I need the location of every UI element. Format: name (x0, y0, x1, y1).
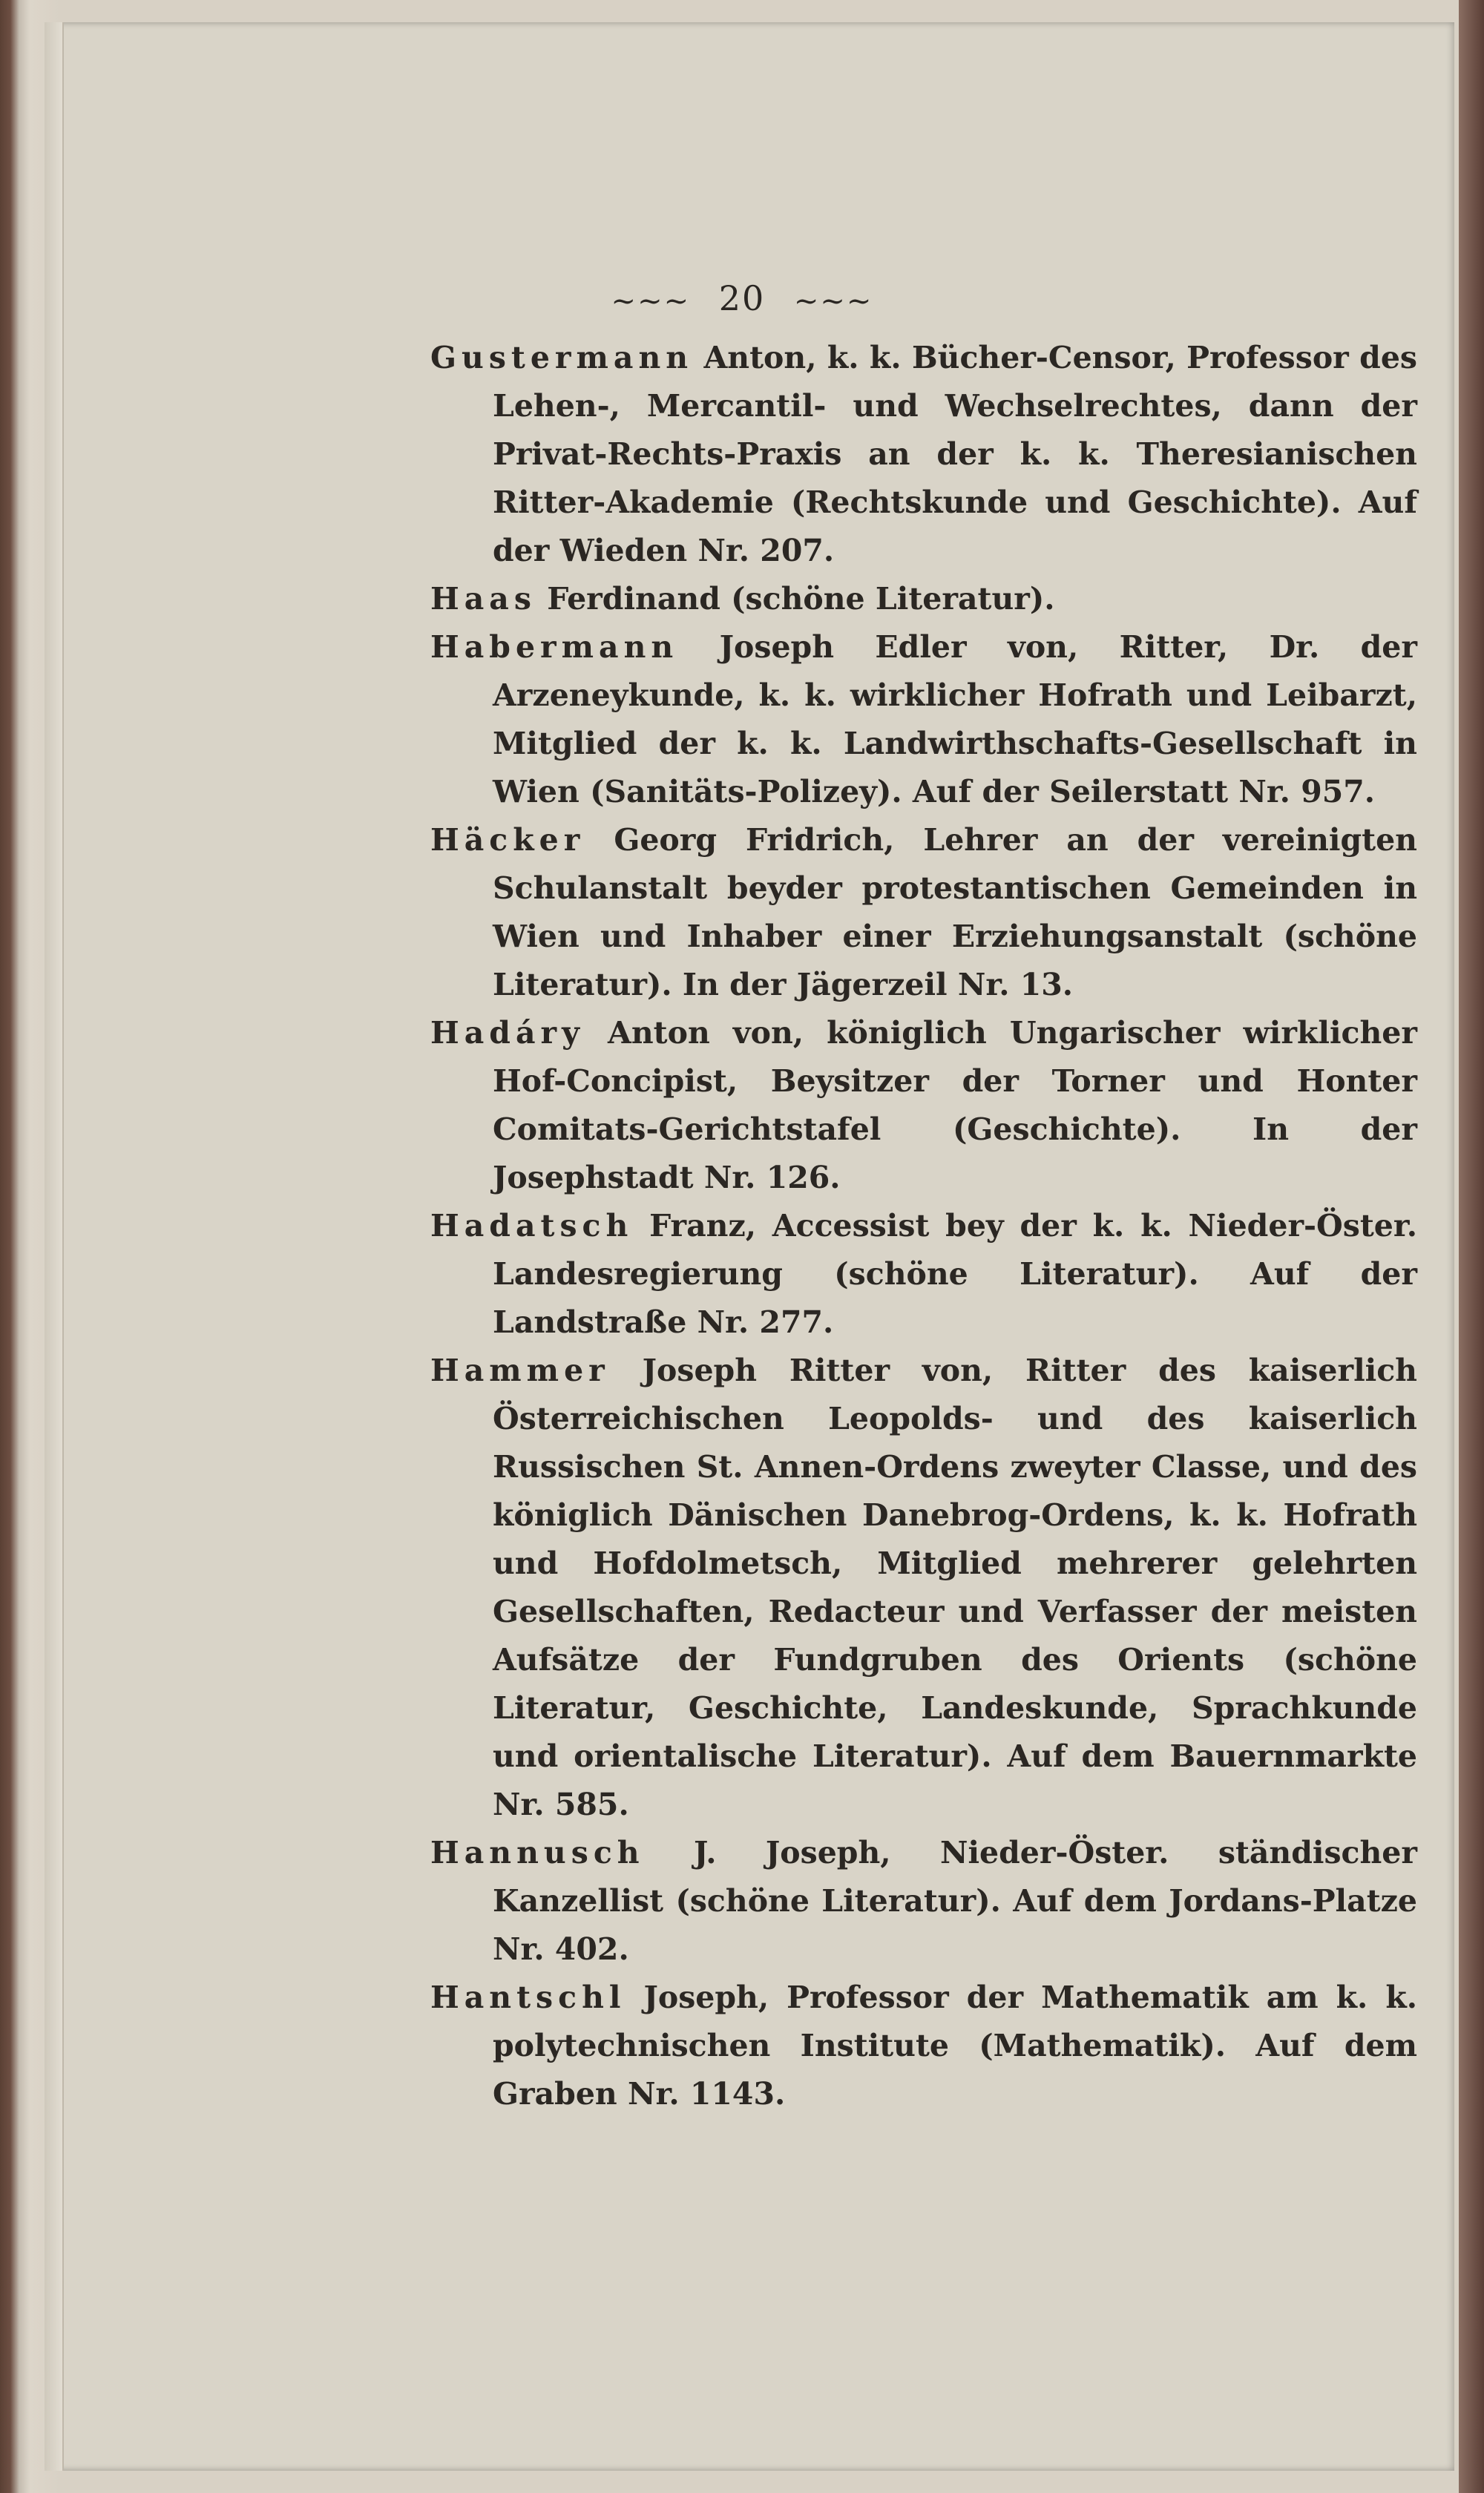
entry-name: Hadáry (430, 1015, 585, 1051)
entry-text: Georg Fridrich, Lehrer an der vereinigten Schulanstalt beyder protestantischen Gemeinden in Wien und Inhaber einer Erziehungsanstalt (schöne Literatur). In der Jägerzeil Nr. 13. (493, 822, 1417, 1002)
entry-list (430, 334, 1417, 2118)
entry-text: Joseph, Professor der Mathematik am k. k. polytechnischen Institute (Mathematik). Auf dem Graben Nr. 1143. (493, 1980, 1417, 2112)
entry-hannusch (430, 1829, 1417, 1974)
page-number: 20 (718, 278, 766, 318)
entry-name: Gustermann (430, 340, 694, 375)
entry-habermann (430, 623, 1417, 816)
entry-name: Hadatsch (430, 1208, 634, 1244)
ornament-left: ~~~ (611, 284, 691, 318)
entry-text: Anton von, königlich Ungarischer wirklicher Hof-Concipist, Beysitzer der Torner und Honter Comitats-Gerichtstafel (Geschichte). In der Josephstadt Nr. 126. (493, 1015, 1417, 1195)
entry-text: J. Joseph, Nieder-Öster. ständischer Kanzellist (schöne Literatur). Auf dem Jordans-Platze Nr. 402. (493, 1835, 1417, 1967)
entry-name: Habermann (430, 629, 679, 665)
entry-name: Hantschl (430, 1980, 626, 2015)
entry-text: Joseph Ritter von, Ritter des kaiserlich Österreichischen Leopolds- und des kaiserlich Russischen St. Annen-Ordens zweyter Classe, und des königlich Dänischen Danebrog-Ordens, k. k. Hofrath und Hofdolmetsch, Mitglied mehrerer gelehrten Gesellschaften, Redacteur und Verfasser der meisten Aufsätze der Fundgruben des Orients (schöne Literatur, Geschichte, Landeskunde, Sprachkunde und orientalische Literatur). Auf dem Bauernmarkte Nr. 585. (493, 1353, 1417, 1822)
page-header (0, 278, 1484, 318)
entry-hammer (430, 1347, 1417, 1829)
entry-hantschl (430, 1974, 1417, 2118)
entry-name: Haas (430, 581, 536, 617)
entry-text: Franz, Accessist bey der k. k. Nieder-Öster. Landesregierung (schöne Literatur). Auf der Landstraße Nr. 277. (493, 1208, 1417, 1340)
entry-hadary (430, 1009, 1417, 1202)
entry-haecker (430, 816, 1417, 1009)
entry-gustermann (430, 334, 1417, 575)
entry-text: Joseph Edler von, Ritter, Dr. der Arzeneykunde, k. k. wirklicher Hofrath und Leibarzt, Mitglied der k. k. Landwirthschafts-Gesellschaft in Wien (Sanitäts-Polizey). Auf der Seilerstatt Nr. 957. (493, 629, 1417, 809)
entry-hadatsch (430, 1202, 1417, 1347)
entry-haas (430, 575, 1417, 623)
page-gutter (45, 22, 64, 2471)
entry-text: Anton, k. k. Bücher-Censor, Professor des Lehen-, Mercantil- und Wechselrechtes, dann der Privat-Rechts-Praxis an der k. k. Theresianischen Ritter-Akademie (Rechtskunde und Geschichte). Auf der Wieden Nr. 207. (493, 340, 1417, 568)
entry-name: Hannusch (430, 1835, 645, 1870)
entry-name: Hammer (430, 1353, 610, 1388)
entry-name: Häcker (430, 822, 585, 858)
entry-text: Ferdinand (schöne Literatur). (536, 581, 1055, 617)
page-right-edge (1459, 0, 1484, 2493)
ornament-right: ~~~ (793, 284, 873, 318)
